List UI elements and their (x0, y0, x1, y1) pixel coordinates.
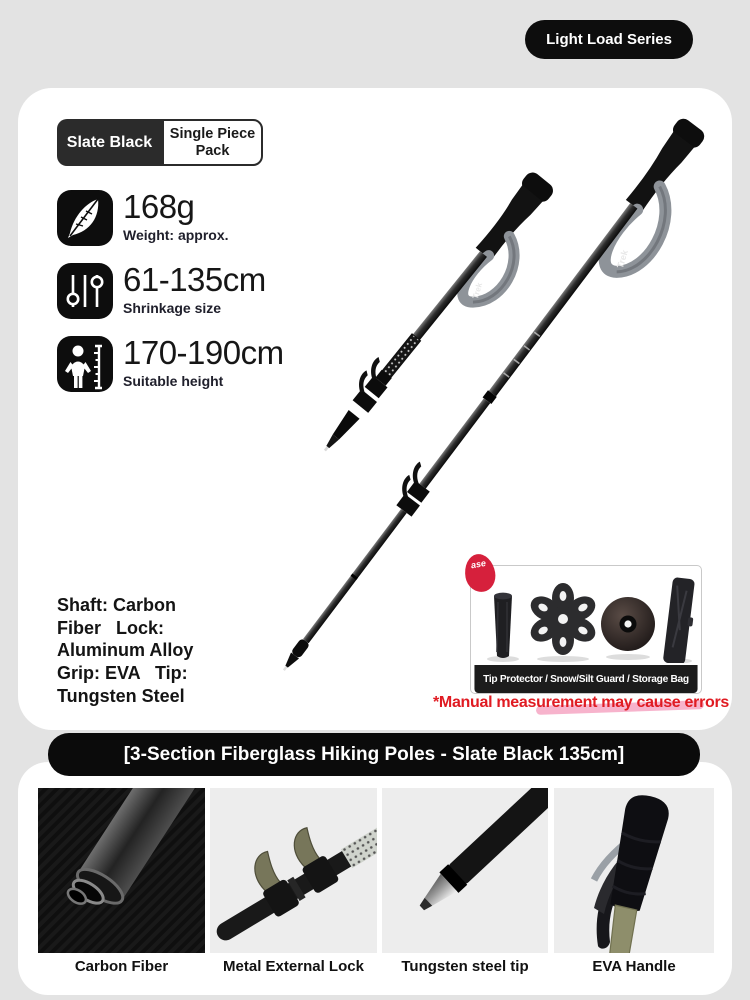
materials-line: Grip: EVA Tip: (57, 663, 188, 684)
accessories-caption: Tip Protector / Snow/Silt Guard / Storage Bag (474, 665, 697, 693)
series-badge: Light Load Series (525, 20, 693, 59)
spec-height-label: Suitable height (123, 372, 224, 389)
accessories-box (470, 557, 702, 694)
spec-weight (57, 190, 229, 246)
spec-weight-label: Weight: approx. (123, 226, 229, 243)
feature-image-eva-handle (554, 788, 714, 953)
tip-protector (494, 593, 512, 658)
red-balloon-badge: ase (462, 552, 498, 595)
variant-color-label: Slate Black (57, 119, 162, 166)
materials-text (57, 594, 193, 707)
feature-image-metal-lock (210, 788, 377, 953)
storage-bag (663, 577, 698, 663)
spec-height-value: 170-190cm (123, 334, 284, 371)
variant-pack-label: Single Piece Pack (162, 119, 263, 166)
materials-line: Tungsten Steel (57, 685, 185, 706)
sliders-icon (57, 263, 113, 319)
accessories-image (471, 566, 699, 663)
pole-collapsed (310, 167, 571, 472)
snow-basket (526, 583, 599, 655)
spec-shrinkage-value: 61-135cm (123, 261, 266, 298)
spec-shrinkage-label: Shrinkage size (123, 299, 222, 316)
materials-line: Fiber Lock: (57, 617, 165, 638)
person-height-icon (57, 336, 113, 392)
feature-image-tungsten-tip (382, 788, 548, 953)
mud-basket (601, 597, 655, 651)
product-card (18, 88, 732, 730)
disclaimer-text: *Manual measurement may cause errors (432, 694, 729, 711)
spec-height (57, 336, 284, 392)
materials-line: Aluminum Alloy (57, 640, 194, 661)
features-card (18, 762, 732, 995)
spec-shrinkage (57, 263, 266, 319)
feature-caption: EVA Handle (592, 958, 676, 975)
product-title-banner: [3-Section Fiberglass Hiking Poles - Slate Black 135cm] (48, 733, 700, 776)
variant-row (57, 119, 263, 166)
feature-caption: Tungsten steel tip (401, 958, 529, 975)
feature-caption: Metal External Lock (223, 958, 364, 975)
materials-line: Shaft: Carbon (57, 595, 176, 615)
spec-weight-value: 168g (123, 188, 195, 225)
feather-icon (57, 190, 113, 246)
feature-image-carbon-fiber (38, 788, 205, 953)
strap-brand-text: Trek (615, 248, 631, 270)
strap-brand-text: Trek (470, 281, 485, 301)
feature-caption: Carbon Fiber (74, 958, 169, 975)
